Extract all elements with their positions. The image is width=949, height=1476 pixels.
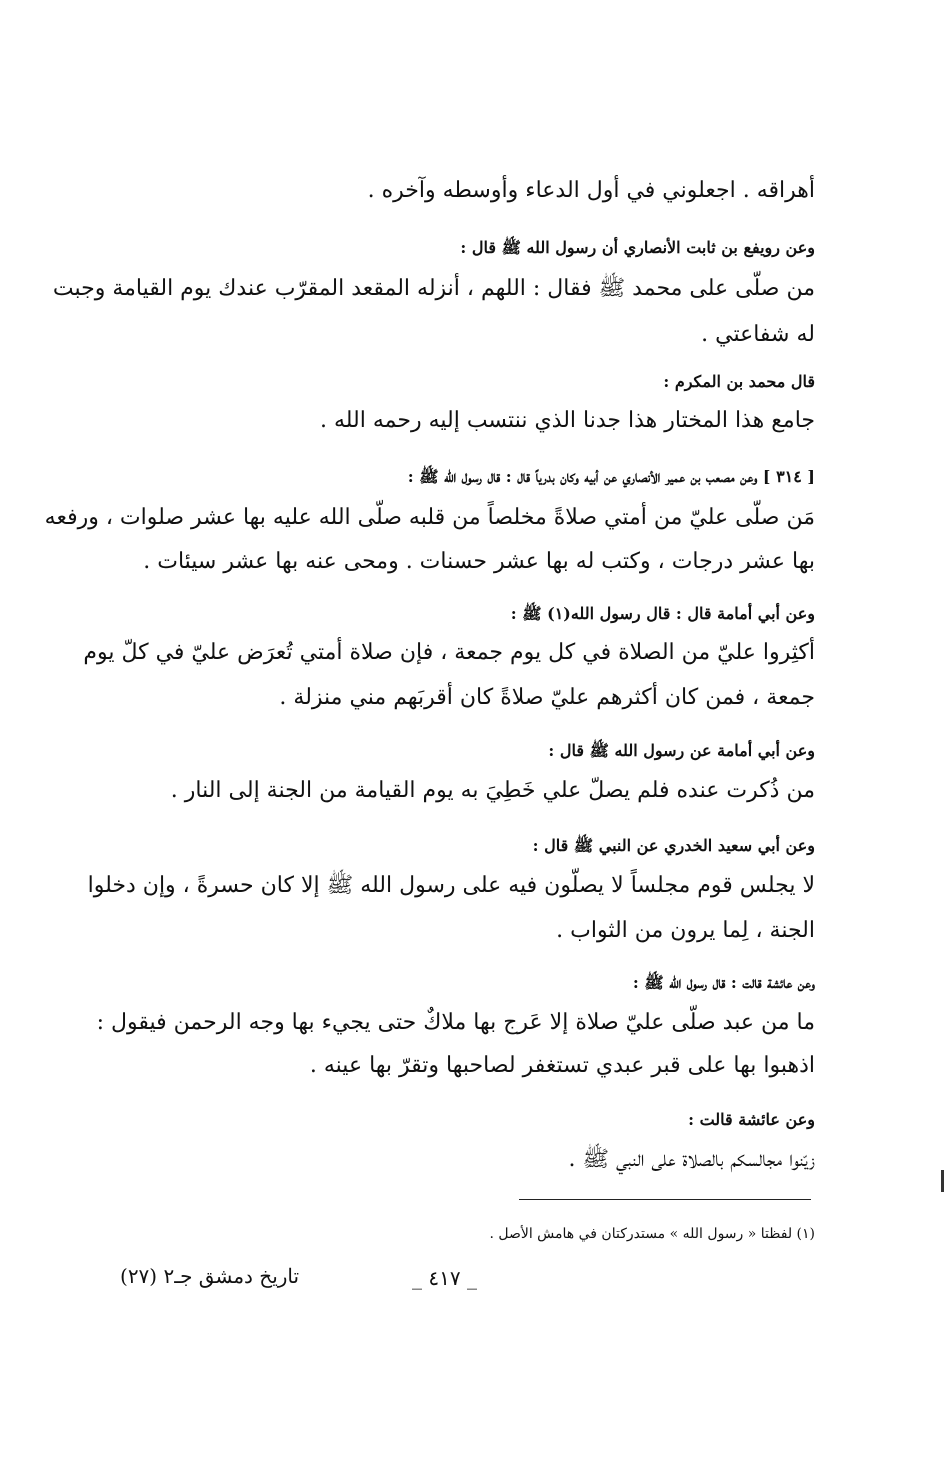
narration-heading: وعن أبي أمامة قال : قال رسول الله(١) ﷺ :	[510, 604, 815, 623]
text-line: الجنة ، لِما يرون من الثواب .	[556, 918, 815, 943]
text-line: أهراقه . اجعلوني في أول الدعاء وأوسطه وآخره .	[367, 178, 815, 203]
narration-heading: وعن عائشة قالت :	[688, 1110, 815, 1129]
narration-heading: قال محمد بن المكرم :	[663, 372, 815, 391]
page-number: _ ٤١٧ _	[412, 1266, 477, 1290]
text-line: أكثِروا عليّ من الصلاة في كل يوم جمعة ، فإن صلاة أمتي تُعرَض عليّ في كلّ يوم	[83, 640, 815, 665]
text-line: له شفاعتي .	[701, 322, 815, 347]
margin-mark	[941, 1170, 944, 1192]
narration-heading: وعن رويفع بن ثابت الأنصاري أن رسول الله ﷺ قال :	[460, 238, 815, 257]
narration-heading: وعن أبي سعيد الخدري عن النبي ﷺ قال :	[532, 836, 815, 855]
book-title: تاريخ دمشق جـ٢ (٢٧)	[120, 1264, 300, 1288]
text-line: من ذُكرت عنده فلم يصلّ علي خَطِيَ به يوم القيامة من الجنة إلى النار .	[170, 778, 815, 803]
narration-heading: وعن أبي أمامة عن رسول الله ﷺ قال :	[548, 741, 815, 760]
text-line: مَن صلّى عليّ من أمتي صلاةً مخلصاً من قلبه صلّى الله عليه بها عشر صلوات ، ورفعه	[44, 505, 815, 530]
narration-heading: وعن عائشة قالت : قال رسول الله ﷺ :	[632, 973, 815, 992]
footnote: (١) لفظتا « رسول الله » مستدركتان في هامش الأصل .	[489, 1226, 815, 1242]
text-line: جمعة ، فمن كان أكثرهم عليّ صلاةً كان أقربَهم مني منزلة .	[279, 685, 815, 710]
text-line: زيّنوا مجالسكم بالصلاة على النبي ﷺ .	[568, 1147, 815, 1172]
text-line: اذهبوا بها على قبر عبدي تستغفر لصاحبها وتقرّ بها عينه .	[309, 1053, 815, 1078]
text-line: بها عشر درجات ، وكتب له بها عشر حسنات . ومحى عنه بها عشر سيئات .	[143, 549, 815, 574]
text-line: من صلّى على محمد ﷺ فقال : اللهم ، أنزله المقعد المقرّب عندك يوم القيامة وجبت	[52, 276, 815, 301]
narration-heading: [ ٣١٤ ] وعن مصعب بن عمير الأنصاري عن أبيه وكان بدرياً قال : قال رسول الله ﷺ :	[407, 467, 815, 486]
footnote-separator	[519, 1199, 811, 1200]
text-line: جامع هذا المختار هذا جدنا الذي ننتسب إليه رحمه الله .	[319, 408, 815, 433]
text-line: لا يجلس قوم مجلساً لا يصلّون فيه على رسول الله ﷺ إلا كان حسرةً ، وإن دخلوا	[87, 873, 815, 898]
text-line: ما من عبد صلّى عليّ صلاة إلا عَرج بها ملاكٌ حتى يجيء بها وجه الرحمن فيقول :	[96, 1010, 815, 1035]
